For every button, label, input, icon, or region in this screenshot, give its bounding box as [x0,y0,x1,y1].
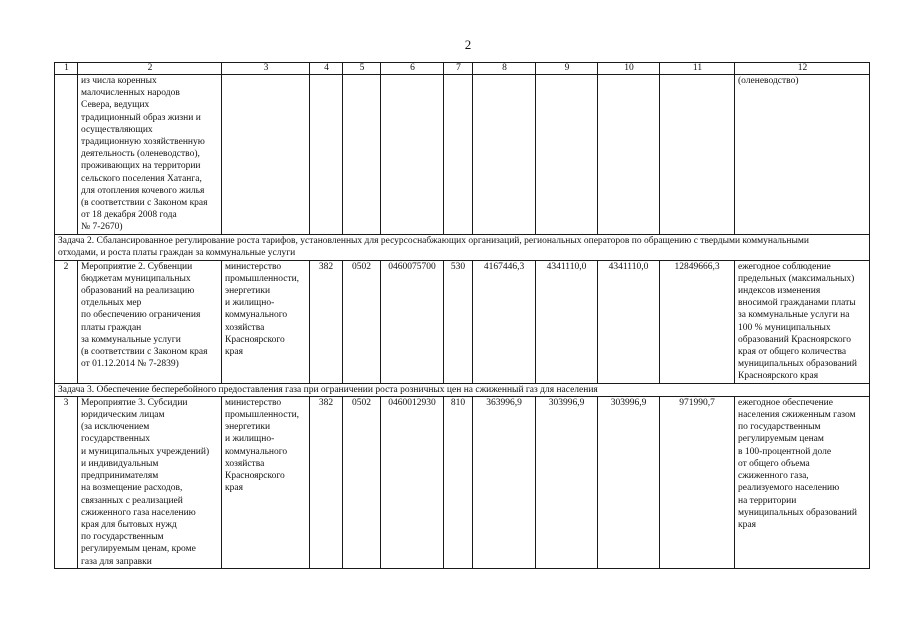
cell-line: индексов изменения [738,286,821,297]
task-row [55,383,870,396]
cell-line: за коммунальные услуги [81,334,181,345]
cell-line: Мероприятие 3. Субсидии [81,397,188,408]
cell-line: населения сжиженным газом [738,410,856,421]
cell-line: 4167446,3 [483,261,525,272]
cell-line: проживающих на территории [81,161,201,172]
cell-line: 4341110,0 [546,261,587,272]
cell-line: от 18 декабря 2008 года [81,210,177,221]
cell-total-amount [660,75,735,235]
cell-line: энергетики [225,286,271,297]
cell-line: 382 [318,397,334,408]
cell-year-1-amount [473,260,536,383]
cell-year-3-amount [598,396,660,568]
cell-administrator [222,75,310,235]
cell-line: платы граждан [81,322,142,333]
cell-line: сжиженного газа, [738,471,809,482]
cell-line: образований Красноярского [738,334,852,345]
cell-line: юридическим лицам [81,410,165,421]
cell-line: хозяйства [225,322,265,333]
cell-line: коммунального [225,310,288,321]
cell-line: 303996,9 [610,397,647,408]
cell-number [55,75,78,235]
cell-total-amount [660,260,735,383]
cell-line: коммунального [225,446,288,457]
cell-line: края [225,483,243,494]
cell-expected-result [735,396,870,568]
program-activities-table [54,62,870,569]
cell-line: по обеспечению ограничения [81,310,201,321]
cell-section-code [343,75,381,235]
header-cell-expected-result: 12 [735,63,870,75]
cell-line: энергетики [225,422,271,433]
cell-expense-type [444,75,473,235]
cell-line: от 01.12.2014 № 7-2839) [81,359,179,370]
cell-line: сельского поселения Хатанга, [81,173,202,184]
cell-line: (в соответствии с Законом края [81,347,208,358]
cell-year-3-amount [598,75,660,235]
cell-line: по государственным [738,422,821,433]
cell-total-amount [660,396,735,568]
cell-grbs-code [310,75,343,235]
cell-year-2-amount [536,75,598,235]
header-cell-administrator: 3 [222,63,310,75]
cell-line: промышленности, [225,273,300,284]
header-cell-year-2-amount: 9 [536,63,598,75]
header-cell-total-amount: 11 [660,63,735,75]
cell-expected-result [735,260,870,383]
cell-line: регулируемым ценам, кроме [81,544,196,555]
header-cell-year-3-amount: 10 [598,63,660,75]
cell-section-code [343,260,381,383]
cell-line: по государственным [81,532,164,543]
cell-line: из числа коренных [81,76,157,86]
cell-line: 810 [450,397,466,408]
cell-line: 100 % муниципальных [738,322,831,333]
cell-expected-result [735,75,870,235]
cell-line: Мероприятие 2. Субвенции [81,261,193,272]
cell-line: 971990,7 [679,397,715,408]
cell-line: ежегодное соблюдение [738,261,831,272]
cell-target-article [381,260,444,383]
cell-line: от общего объема [738,458,810,469]
cell-line: предельных (максимальных) [738,273,855,284]
cell-line: муниципальных образований [738,507,857,518]
header-cell-grbs-code: 4 [310,63,343,75]
cell-line: для отопления кочевого жилья [81,185,205,196]
cell-expense-type [444,260,473,383]
cell-line: (в соответствии с Законом края [81,198,208,209]
task-title [55,234,870,260]
cell-line: традиционную хозяйственную [81,137,205,148]
cell-year-3-amount [598,260,660,383]
cell-line: за коммунальные услуги на [738,310,850,321]
cell-line: деятельность (оленеводство), [81,149,200,160]
cell-line: 2 [63,261,69,272]
cell-line: 0502 [352,261,371,272]
table-row [55,396,870,568]
cell-line: осуществляющих [81,124,153,135]
cell-line: края [738,519,756,530]
page-number: 2 [464,37,472,52]
cell-line: промышленности, [225,410,300,421]
cell-line: 3 [63,397,69,408]
cell-line: газа для заправки [81,556,152,567]
table-row [55,260,870,383]
cell-line: бюджетам муниципальных [81,273,191,284]
cell-line: и жилищно- [225,298,275,309]
cell-line: Задача 2. Сбалансированное регулирование роста тарифов, установленных для ресурсоснабжающих организаций, региональных операторов по обращению с твердыми коммунальными [58,235,809,246]
cell-grbs-code [310,260,343,383]
cell-year-1-amount [473,75,536,235]
cell-line: Красноярского [225,471,285,482]
cell-administrator [222,396,310,568]
cell-line: Севера, ведущих [81,100,150,111]
cell-line: 0502 [352,397,371,408]
cell-year-2-amount [536,396,598,568]
cell-line: Задача 3. Обеспечение бесперебойного предоставления газа при ограничении роста розничных цен на сжиженный газ для населения [58,384,598,395]
cell-line: на возмещение расходов, [81,483,183,494]
cell-target-article [381,396,444,568]
cell-line: государственных [81,434,151,445]
cell-line: 12849666,3 [674,261,720,272]
header-cell-activity: 2 [78,63,222,75]
table-row [55,75,870,235]
cell-section-code [343,396,381,568]
cell-line: министерство [225,261,282,272]
cell-line: края [225,347,243,358]
cell-line: 363996,9 [486,397,522,408]
cell-line: и муниципальных учреждений) [81,446,210,457]
cell-line: реализуемого населению [738,483,840,494]
cell-line: края для бытовых нужд [81,519,177,530]
cell-line: предпринимателям [81,471,159,482]
cell-number [55,396,78,568]
cell-line: 303996,9 [548,397,585,408]
cell-line: (за исключением [81,422,150,433]
task-row [55,234,870,260]
cell-line: образований на реализацию [81,286,195,297]
cell-activity [78,260,222,383]
cell-line: Красноярского [225,334,285,345]
cell-year-1-amount [473,396,536,568]
header-cell-expense-type: 7 [444,63,473,75]
cell-line: хозяйства [225,458,265,469]
column-number-row [55,63,870,75]
cell-line: 530 [450,261,466,272]
cell-line: 382 [318,261,334,272]
cell-line: края от общего количества [738,347,847,358]
header-cell-section-code: 5 [343,63,381,75]
header-cell-number: 1 [55,63,78,75]
cell-line: отходами, и роста платы граждан за коммунальные услуги [58,247,296,258]
cell-administrator [222,260,310,383]
cell-line: на территории [738,495,797,506]
cell-line: Красноярского края [738,371,819,382]
cell-target-article [381,75,444,235]
header-cell-year-1-amount: 8 [473,63,536,75]
cell-line: № 7-2670) [81,222,123,233]
cell-line: 0460012930 [388,397,436,408]
cell-line: муниципальных образований [738,359,857,370]
cell-line: министерство [225,397,282,408]
cell-line: сжиженного газа населению [81,507,196,518]
cell-year-2-amount [536,260,598,383]
cell-line: традиционный образ жизни и [81,112,201,123]
cell-line: связанных с реализацией [81,495,183,506]
cell-activity [78,396,222,568]
cell-line: и жилищно- [225,434,275,445]
cell-activity [78,75,222,235]
cell-line: ежегодное обеспечение [738,397,833,408]
table-body [55,63,870,569]
cell-number [55,260,78,383]
cell-line: 4341110,0 [608,261,649,272]
cell-grbs-code [310,396,343,568]
cell-line: (оленеводство) [738,76,799,86]
cell-line: и индивидуальным [81,458,159,469]
cell-expense-type [444,396,473,568]
cell-line: малочисленных народов [81,88,180,99]
task-title [55,383,870,396]
header-cell-target-article: 6 [381,63,444,75]
cell-line: 0460075700 [388,261,436,272]
cell-line: регулируемым ценам [738,434,824,445]
cell-line: в 100-процентной доле [738,446,832,457]
cell-line: отдельных мер [81,298,142,309]
cell-line: вносимой гражданами платы [738,298,856,309]
